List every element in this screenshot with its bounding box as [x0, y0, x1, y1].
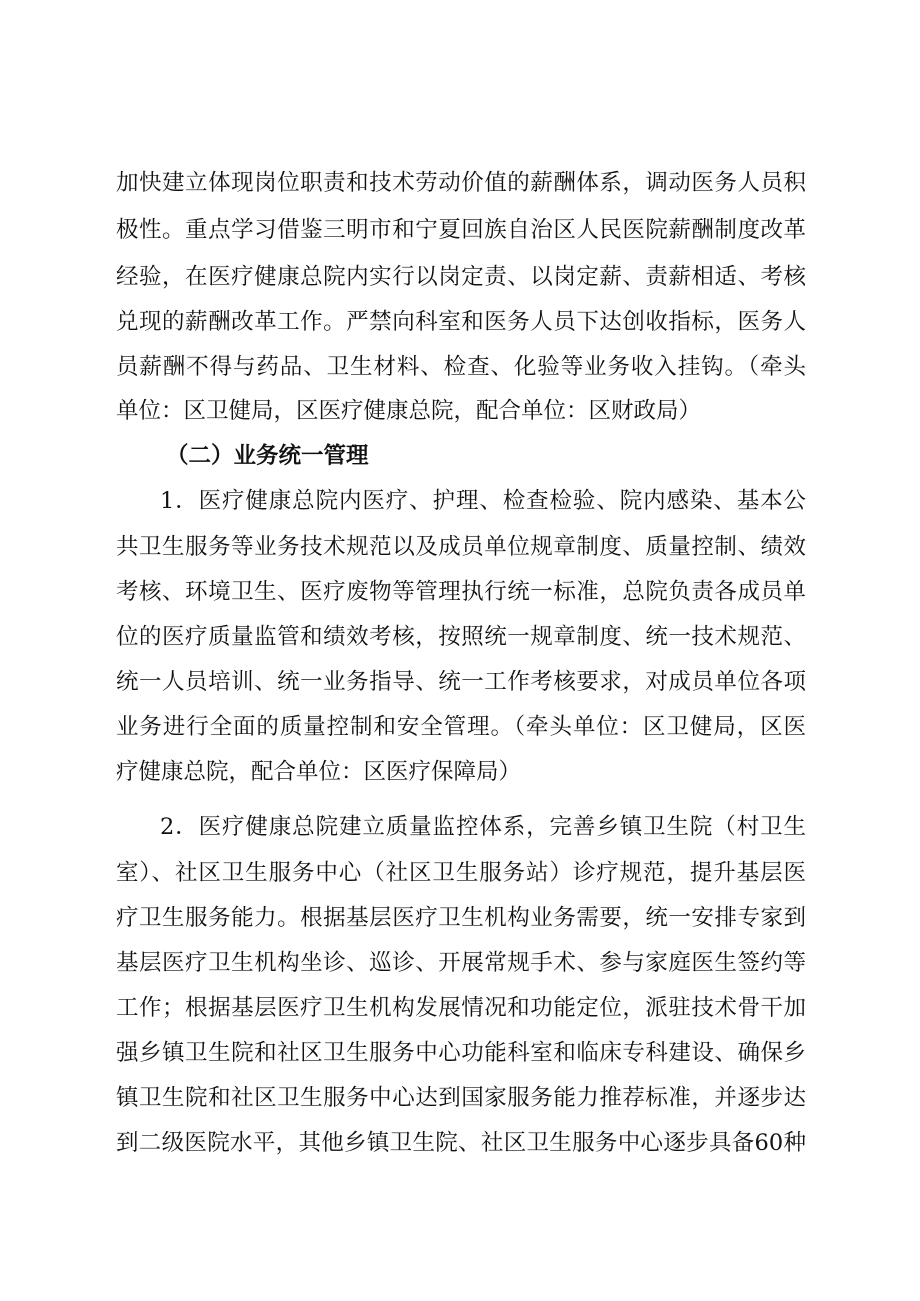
para3-line-7: 镇卫生院和社区卫生服务中心达到国家服务能力推荐标准，并逐步达 — [116, 1085, 806, 1111]
para1-line-6: 单位：区卫健局，区医疗健康总院，配合单位：区财政局） — [116, 398, 702, 424]
para3-line-3: 疗卫生服务能力。根据基层医疗卫生机构业务需要，统一安排专家到 — [116, 905, 806, 931]
para3-line-5: 工作；根据基层医疗卫生机构发展情况和功能定位，派驻技术骨干加 — [116, 995, 806, 1021]
para1-line-5: 员薪酬不得与药品、卫生材料、检查、化验等业务收入挂钩。（牵头 — [116, 354, 806, 380]
para1-line-3: 经验，在医疗健康总院内实行以岗定责、以岗定薪、责薪相适、考核 — [116, 264, 806, 290]
para3-line-6: 强乡镇卫生院和社区卫生服务中心功能科室和临床专科建设、确保乡 — [116, 1040, 806, 1066]
para1-line-4: 兑现的薪酬改革工作。严禁向科室和医务人员下达创收指标，医务人 — [116, 309, 806, 335]
para3-line-8: 到二级医院水平，其他乡镇卫生院、社区卫生服务中心逐步具备60种 — [116, 1130, 806, 1156]
para2-line-7: 疗健康总院，配合单位：区医疗保障局） — [116, 759, 522, 785]
para3-line-2: 室）、社区卫生服务中心（社区卫生服务站）诊疗规范，提升基层医 — [116, 860, 806, 886]
para3-line-4: 基层医疗卫生机构坐诊、巡诊、开展常规手术、参与家庭医生签约等 — [116, 950, 806, 976]
section-heading: （二）业务统一管理 — [166, 443, 369, 469]
para2-line-1: 1．医疗健康总院内医疗、护理、检查检验、院内感染、基本公 — [160, 488, 806, 514]
para1-line-1: 加快建立体现岗位职责和技术劳动价值的薪酬体系，调动医务人员积 — [116, 170, 806, 196]
para2-line-3: 考核、环境卫生、医疗废物等管理执行统一标准，总院负责各成员单 — [116, 579, 806, 605]
para2-line-4: 位的医疗质量监管和绩效考核，按照统一规章制度、统一技术规范、 — [116, 624, 806, 650]
para2-line-2: 共卫生服务等业务技术规范以及成员单位规章制度、质量控制、绩效 — [116, 534, 806, 560]
para2-line-6: 业务进行全面的质量控制和安全管理。（牵头单位：区卫健局，区医 — [116, 714, 806, 740]
para3-line-1: 2．医疗健康总院建立质量监控体系，完善乡镇卫生院（村卫生 — [160, 814, 806, 840]
para2-line-5: 统一人员培训、统一业务指导、统一工作考核要求，对成员单位各项 — [116, 669, 806, 695]
para1-line-2: 极性。重点学习借鉴三明市和宁夏回族自治区人民医院薪酬制度改革 — [116, 217, 806, 243]
